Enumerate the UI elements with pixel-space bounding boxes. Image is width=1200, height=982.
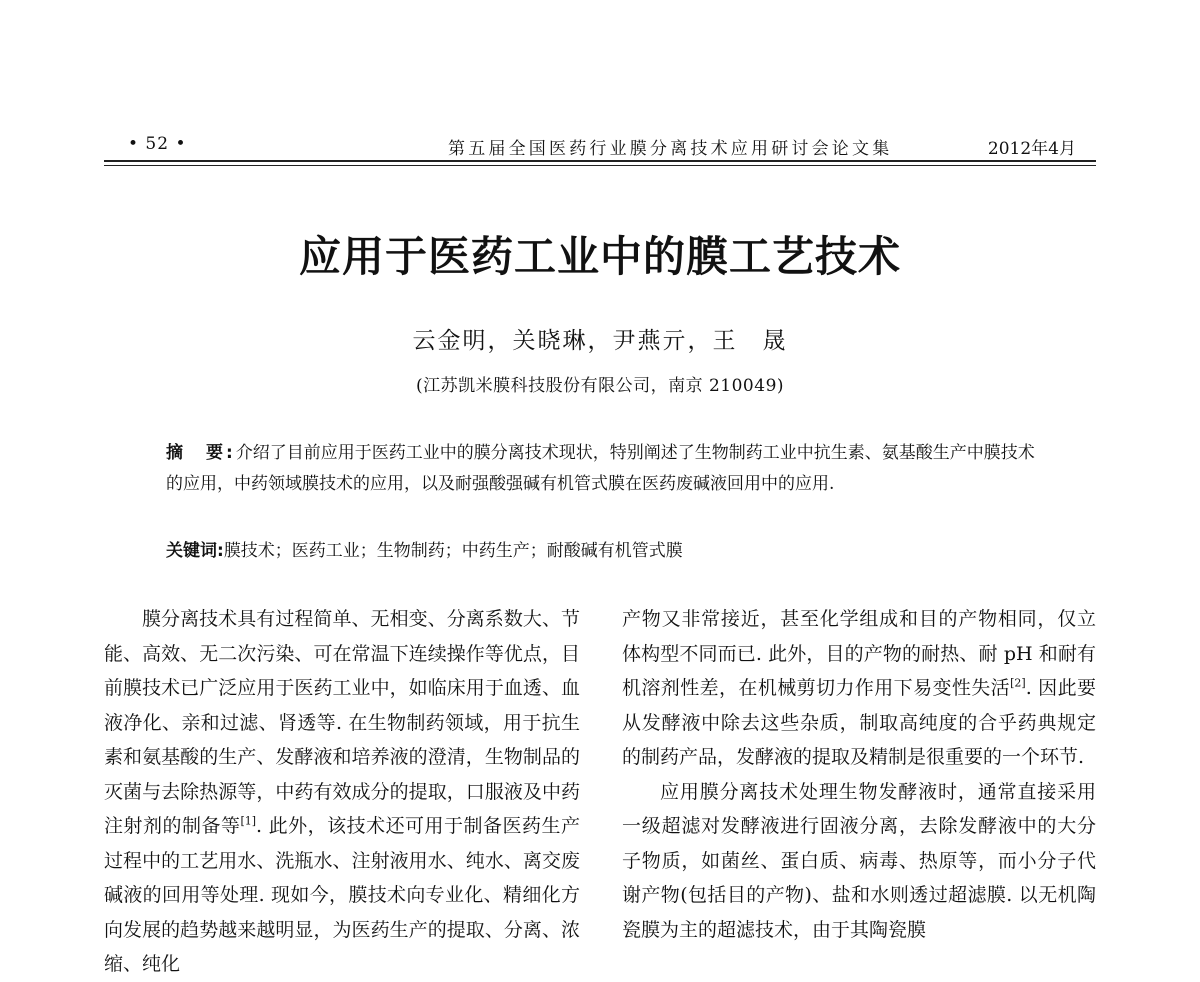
- body-paragraph: 应用膜分离技术处理生物发酵液时，通常直接采用一级超滤对发酵液进行固液分离，去除发酵液中的大分子物质，如菌丝、蛋白质、病毒、热原等，而小分子代谢产物(包括目的产物)、盐和水则透过超滤膜. 以无机陶瓷膜为主的超滤技术，由于其陶瓷膜: [622, 780, 1096, 941]
- paper-affiliation: (江苏凯米膜科技股份有限公司，南京 210049): [415, 376, 785, 396]
- keywords-block: [166, 536, 1036, 567]
- body-text: . 此外，该技术还可用于制备医药生产过程中的工艺用水、洗瓶水、注射液用水、纯水、离交废碱液的回用等处理. 现如今，膜技术向专业化、精细化方向发展的趋势越来越明显，为医药生产的提取、分离、浓缩、纯化: [104, 815, 580, 975]
- paper-title: 应用于医药工业中的膜工艺技术: [298, 232, 901, 281]
- body-text: 产物又非常接近，甚至化学组成和目的产物相同，仅立体构型不同而已. 此外，目的产物的耐热、耐 pH 和耐有机溶剂性差，在机械剪切力作用下易变性失活: [622, 608, 1096, 699]
- paper-authors: 云金明，关晓琳，尹燕亓，王 晟: [412, 328, 788, 354]
- citation-ref: [1]: [240, 814, 257, 828]
- running-header: [104, 131, 1096, 161]
- citation-ref: [2]: [1010, 676, 1026, 690]
- body-text: 膜分离技术具有过程简单、无相变、分离系数大、节能、高效、无二次污染、可在常温下连续操作等优点，目前膜技术已广泛应用于医药工业中，如临床用于血透、血液净化、亲和过滤、肾透等. 在生物制药领域，用于抗生素和氨基酸的生产、发酵液和培养液的澄清，生物制品的灭菌与去除热源等，中药有效成分的提取，口服液及中药注射剂的制备等: [104, 608, 580, 837]
- body-column-right: [622, 602, 1096, 947]
- page-number: • 52 •: [128, 134, 187, 154]
- body-text: . 因此要从发酵液中除去这些杂质，制取高纯度的合乎药典规定的制药产品，发酵液的提取及精制是很重要的一个环节.: [622, 677, 1096, 768]
- body-column-left: [104, 602, 580, 982]
- abstract-block: [166, 438, 1036, 500]
- keywords-label: 关键词:: [166, 541, 224, 561]
- issue-date: 2012年4月: [987, 139, 1076, 159]
- abstract-text: 介绍了目前应用于医药工业中的膜分离技术现状，特别阐述了生物制药工业中抗生素、氨基酸生产中膜技术的应用，中药领域膜技术的应用，以及耐强酸强碱有机管式膜在医药废碱液回用中的应用.: [166, 443, 1035, 494]
- abstract-label: 摘 要:: [166, 443, 236, 463]
- header-rule-thick: [104, 160, 1096, 162]
- keywords-text: 膜技术；医药工业；生物制药；中药生产；耐酸碱有机管式膜: [223, 541, 683, 561]
- body-paragraph: [104, 602, 580, 982]
- header-rule-thin: [104, 165, 1096, 166]
- journal-title: 第五届全国医药行业膜分离技术应用研讨会论文集: [448, 139, 893, 159]
- body-paragraph: [622, 602, 1096, 775]
